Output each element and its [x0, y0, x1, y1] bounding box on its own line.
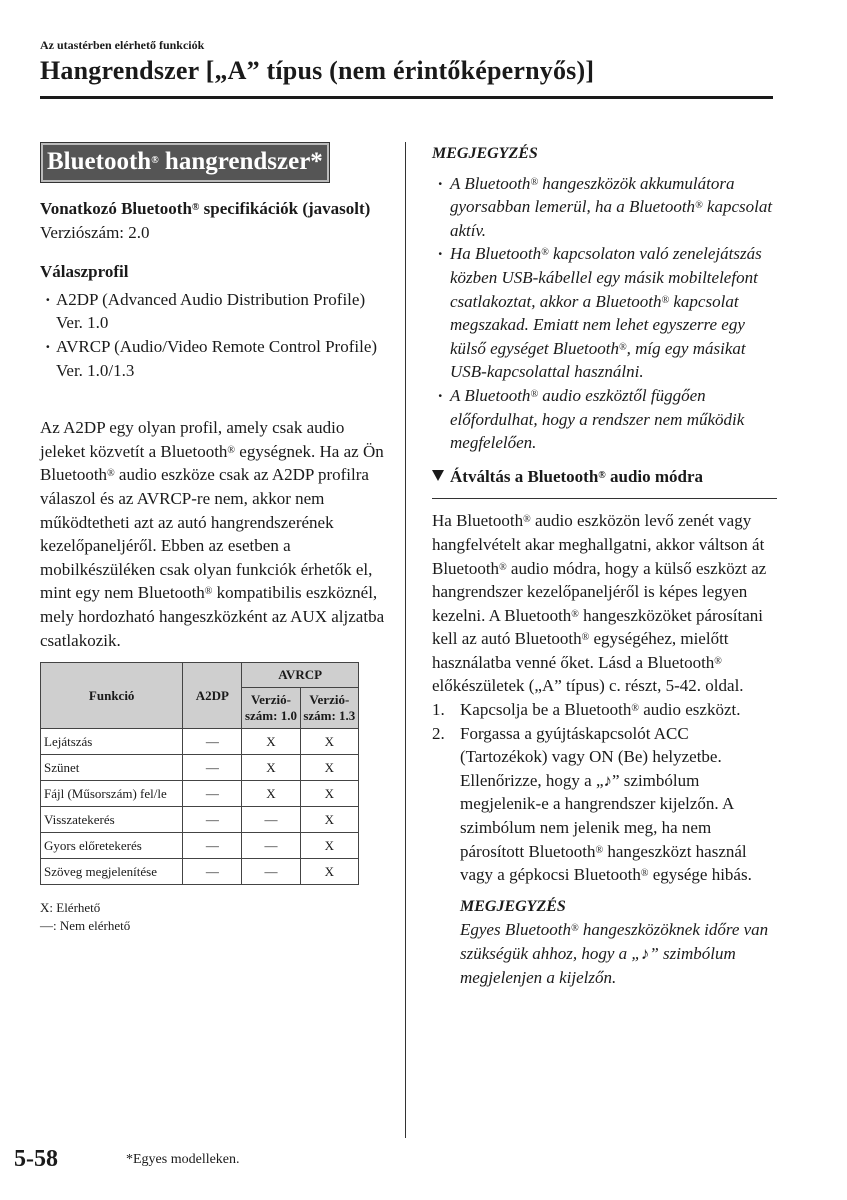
th-v13: Verzió-szám: 1.3: [300, 688, 358, 729]
step-part: Forgassa a gyújtáskapcsolót ACC (Tartozékok) vagy ON (Be) helyzetbe. Ellenőrizze, hogy a „♪” szimbólum megjelenik-e a hangrendszer kijelzőn. A szimbólum nem jelenik meg, ha nem párosított Bluetooth: [460, 723, 734, 861]
page-title: Hangrendszer [„A” típus (nem érintőképernyős)]: [40, 56, 595, 85]
cell-a2dp: —: [183, 807, 242, 833]
page-number: 5-58: [14, 1146, 58, 1172]
note-list: [432, 172, 777, 455]
reg-mark: ®: [619, 341, 627, 353]
step-part: hangeszközt használ vagy a gépkocsi Bluetooth: [460, 841, 747, 885]
list-item: [432, 242, 777, 384]
cell-a2dp: —: [183, 755, 242, 781]
reg-mark: ®: [227, 444, 236, 456]
note-part: kapcsolat aktív.: [450, 197, 773, 240]
note2-block: [432, 895, 777, 989]
cell-a2dp: —: [183, 781, 242, 807]
para-part: hangeszközöket párosítani kell az autó Bluetooth: [432, 605, 764, 649]
step-part: Kapcsolja be a Bluetooth: [460, 700, 632, 720]
para-part: egységnek. Ha az Ön Bluetooth: [40, 441, 384, 485]
cell-a2dp: —: [183, 833, 242, 859]
footnote: *Egyes modelleken.: [126, 1152, 240, 1167]
cell-v10: X: [242, 781, 300, 807]
para-part: Ha Bluetooth: [432, 511, 524, 531]
cell-v10: X: [242, 755, 300, 781]
para-part: audio eszköze csak az A2DP profilra válaszol és az AVRCP-re nem, akkor nem működtetheti azt az autó hangrendszerének kezelőpaneljéről. Ebben az esetben a mobilkészüléken csak olyan funkciók érhetők el, mint egy nem Bluetooth: [40, 465, 373, 603]
cell-v13: X: [300, 781, 358, 807]
list-item: [432, 172, 777, 243]
column-divider: [405, 142, 406, 1138]
left-column: [40, 142, 385, 935]
cell-v13: X: [300, 833, 358, 859]
reg-mark: ®: [631, 703, 639, 715]
cell-a2dp: —: [183, 729, 242, 755]
a2dp-paragraph: [40, 416, 385, 652]
note-part: audio eszköztől függően előfordulhat, hogy a rendszer nem működik megfelelően.: [450, 385, 745, 453]
cell-function: Szöveg megjelenítése: [41, 859, 183, 885]
reg-mark: ®: [204, 586, 213, 598]
legend-unavailable: —: Nem elérhető: [40, 918, 131, 934]
switch-paragraph: [432, 509, 777, 698]
table-row: [41, 755, 359, 781]
step-part: audio eszközt.: [638, 700, 741, 720]
reg-mark: ®: [530, 176, 539, 188]
reg-mark: ®: [107, 468, 115, 480]
reg-mark: ®: [151, 155, 159, 166]
steps-list: [432, 698, 777, 887]
para-part: egységéhez, mielőtt használatba venné őket. Lásd a Bluetooth: [432, 629, 729, 672]
cell-v13: X: [300, 755, 358, 781]
reg-mark: ®: [523, 514, 531, 526]
triangle-down-icon: [432, 470, 444, 481]
version-text: Verziószám: 2.0: [40, 222, 150, 242]
table-row: [41, 833, 359, 859]
th-v10: Verzió-szám: 1.0: [242, 688, 300, 729]
reg-mark: ®: [530, 388, 539, 400]
list-item: [432, 722, 777, 887]
reg-mark: ®: [598, 469, 606, 481]
switch-heading-post: audio módra: [605, 466, 704, 486]
note2-title: MEGJEGYZÉS: [460, 897, 566, 915]
note-part: A Bluetooth: [450, 173, 531, 193]
cell-v13: X: [300, 729, 358, 755]
title-rule: [40, 96, 773, 99]
list-item: · A2DP (Advanced Audio Distribution Profile) Ver. 1.0: [40, 288, 385, 335]
spec-title-post: specifikációk (javasolt): [199, 199, 371, 218]
note-part: kapcsolat megszakad. Emiatt nem lehet egyszerre egy külső egységet Bluetooth: [450, 291, 745, 358]
bluetooth-heading: [40, 142, 330, 183]
reg-mark: ®: [640, 868, 649, 880]
switch-heading: [432, 465, 777, 489]
step-number: 2.: [432, 723, 445, 743]
reg-mark: ®: [714, 655, 722, 667]
th-avrcp: AVRCP: [242, 663, 359, 688]
profile-list: [40, 288, 385, 382]
reg-mark: ®: [581, 632, 590, 644]
heading-text: Bluetooth: [47, 148, 152, 175]
cell-v13: X: [300, 807, 358, 833]
table-row: [41, 729, 359, 755]
para-part: audio módra, hogy a külső eszközt az hangrendszer kezelőpaneljéről is képes legyen kezelni. A Bluetooth: [432, 558, 767, 625]
switch-heading-pre: Átváltás a Bluetooth: [450, 466, 599, 486]
reg-mark: ®: [570, 923, 579, 935]
profile-title: Válaszprofil: [40, 262, 129, 282]
para-part: audio eszközön levő zenét vagy hangfelvételt akar meghallgatni, akkor váltson át Bluetooth: [432, 511, 765, 578]
note-title: MEGJEGYZÉS: [432, 145, 538, 162]
para-part: Az A2DP egy olyan profil, amely csak audio jeleket közvetít a Bluetooth: [40, 418, 345, 461]
note-part: kapcsolaton való zenelejátszás közben USB-kábellel egy másik mobiltelefont csatlakoztat, akkor a Bluetooth: [450, 244, 762, 311]
list-item: [432, 384, 777, 455]
heading-suffix: hangrendszer*: [158, 148, 323, 175]
spec-title: [40, 197, 385, 221]
reg-mark: ®: [661, 294, 670, 306]
table-row: [41, 781, 359, 807]
table-row: [41, 807, 359, 833]
note-part: Ha Bluetooth: [450, 244, 542, 264]
list-item: · AVRCP (Audio/Video Remote Control Profile) Ver. 1.0/1.3: [40, 335, 385, 382]
note-part: , míg egy másikat USB-kapcsolattal használni.: [450, 338, 746, 382]
reg-mark: ®: [499, 561, 507, 573]
cell-function: Visszatekerés: [41, 807, 183, 833]
section-label: Az utastérben elérhető funkciók: [40, 38, 205, 52]
reg-mark: ®: [541, 247, 549, 259]
cell-v10: —: [242, 859, 300, 885]
reg-mark: ®: [191, 202, 200, 213]
cell-function: Fájl (Műsorszám) fel/le: [41, 781, 183, 807]
cell-v10: —: [242, 807, 300, 833]
profile-table: [40, 662, 359, 885]
table-legend: [40, 899, 385, 935]
step-number: 1.: [432, 700, 445, 720]
cell-function: Lejátszás: [41, 729, 183, 755]
th-function: Funkció: [41, 663, 183, 729]
note2-part: Egyes Bluetooth: [460, 920, 571, 940]
heading-underline: [432, 498, 777, 499]
para-part: előkészületek („A” típus) c. részt, 5-42. oldal.: [432, 676, 744, 696]
cell-v10: —: [242, 833, 300, 859]
spec-title-pre: Vonatkozó Bluetooth: [40, 199, 192, 218]
reg-mark: ®: [695, 200, 703, 212]
cell-v10: X: [242, 729, 300, 755]
para-part: kompatibilis eszköznél, mely hordozható hangeszközként az AUX aljzatba csatlakozik.: [40, 583, 385, 650]
cell-function: Gyors előretekerés: [41, 833, 183, 859]
note2-part: hangeszközöknek időre van szükségük ahhoz, hogy a „♪” szimbólum megjelenjen a kijelzőn.: [460, 920, 769, 987]
note2-text: [460, 918, 777, 989]
right-column: [432, 142, 777, 989]
list-item: [432, 698, 777, 722]
step-part: egysége hibás.: [648, 865, 752, 885]
note-part: A Bluetooth: [450, 385, 531, 405]
th-a2dp: A2DP: [183, 663, 242, 729]
cell-a2dp: —: [183, 859, 242, 885]
reg-mark: ®: [571, 608, 579, 620]
table-row: [41, 859, 359, 885]
note-part: hangeszközök akkumulátora gyorsabban lemerül, ha a Bluetooth: [450, 173, 735, 217]
reg-mark: ®: [595, 844, 604, 856]
cell-function: Szünet: [41, 755, 183, 781]
legend-available: X: Elérhető: [40, 900, 101, 916]
cell-v13: X: [300, 859, 358, 885]
